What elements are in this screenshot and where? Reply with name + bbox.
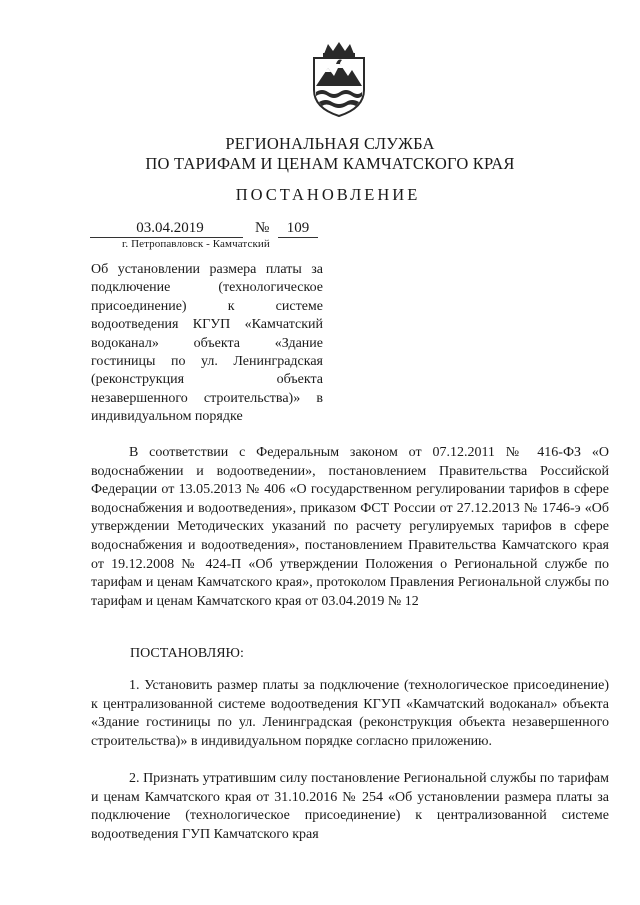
preamble-paragraph: В соответствии с Федеральным законом от 07.12.2011 № 416-ФЗ «О водоснабжении и водоотведении», постановлением Правительства Российской Федерации от 13.05.2013 № 406 «О государственном регулировании тарифов в сфере водоснабжения и водоотведения», приказом ФСТ России от 27.12.2013 № 1746-э «Об утверждении Методических указаний по расчету регулируемых тарифов в сфере водоснабжения и водоотведения», постановлением Правительства Камчатского края от 19.12.2008 № 424-П «Об утверждении Положения о Региональной службе по тарифам и ценам Камчатского края», протоколом Правления Региональной службы по тарифам и ценам Камчатского края от 03.04.2019 № 12 [91, 445, 609, 609]
document-number: 109 [286, 220, 310, 236]
document-date: 03.04.2019 [136, 220, 204, 236]
document-subject: Об установлении размера платы за подключение (технологическое присоединение) к системе водоотведения КГУП «Камчатский водоканал» объекта «Здание гостиницы по ул. Ленинградская (реконструкция объекта незавершенного строительства)» в индивидуальном порядке [91, 262, 323, 425]
number-underline [278, 237, 318, 238]
organization-name-line2: ПО ТАРИФАМ И ЦЕНАМ КАМЧАТСКОГО КРАЯ [145, 154, 515, 173]
number-sign: № [255, 220, 270, 236]
decree-item-1: 1. Установить размер платы за подключение (технологическое присоединение) к централизованной системе водоотведения КГУП «Камчатский водоканал» объекта «Здание гостиницы по ул. Ленинградская (реконструкция объекта незавершенного строительства)» в индивидуальном порядке согласно приложению. [91, 678, 609, 749]
decree-word: ПОСТАНОВЛЯЮ: [130, 646, 244, 661]
kamchatka-coat-of-arms-emblem [302, 40, 376, 118]
organization-name-line1: РЕГИОНАЛЬНАЯ СЛУЖБА [225, 134, 435, 153]
decree-item-2: 2. Признать утратившим силу постановление Региональной службы по тарифам и ценам Камчатского края от 31.10.2016 № 254 «Об установлении размера платы за подключение (технологическое присоединение) к централизованной системе водоотведения ГУП Камчатского края [91, 771, 609, 842]
document-type-title: ПОСТАНОВЛЕНИЕ [235, 185, 421, 204]
document-place: г. Петропавловск - Камчатский [122, 238, 270, 250]
